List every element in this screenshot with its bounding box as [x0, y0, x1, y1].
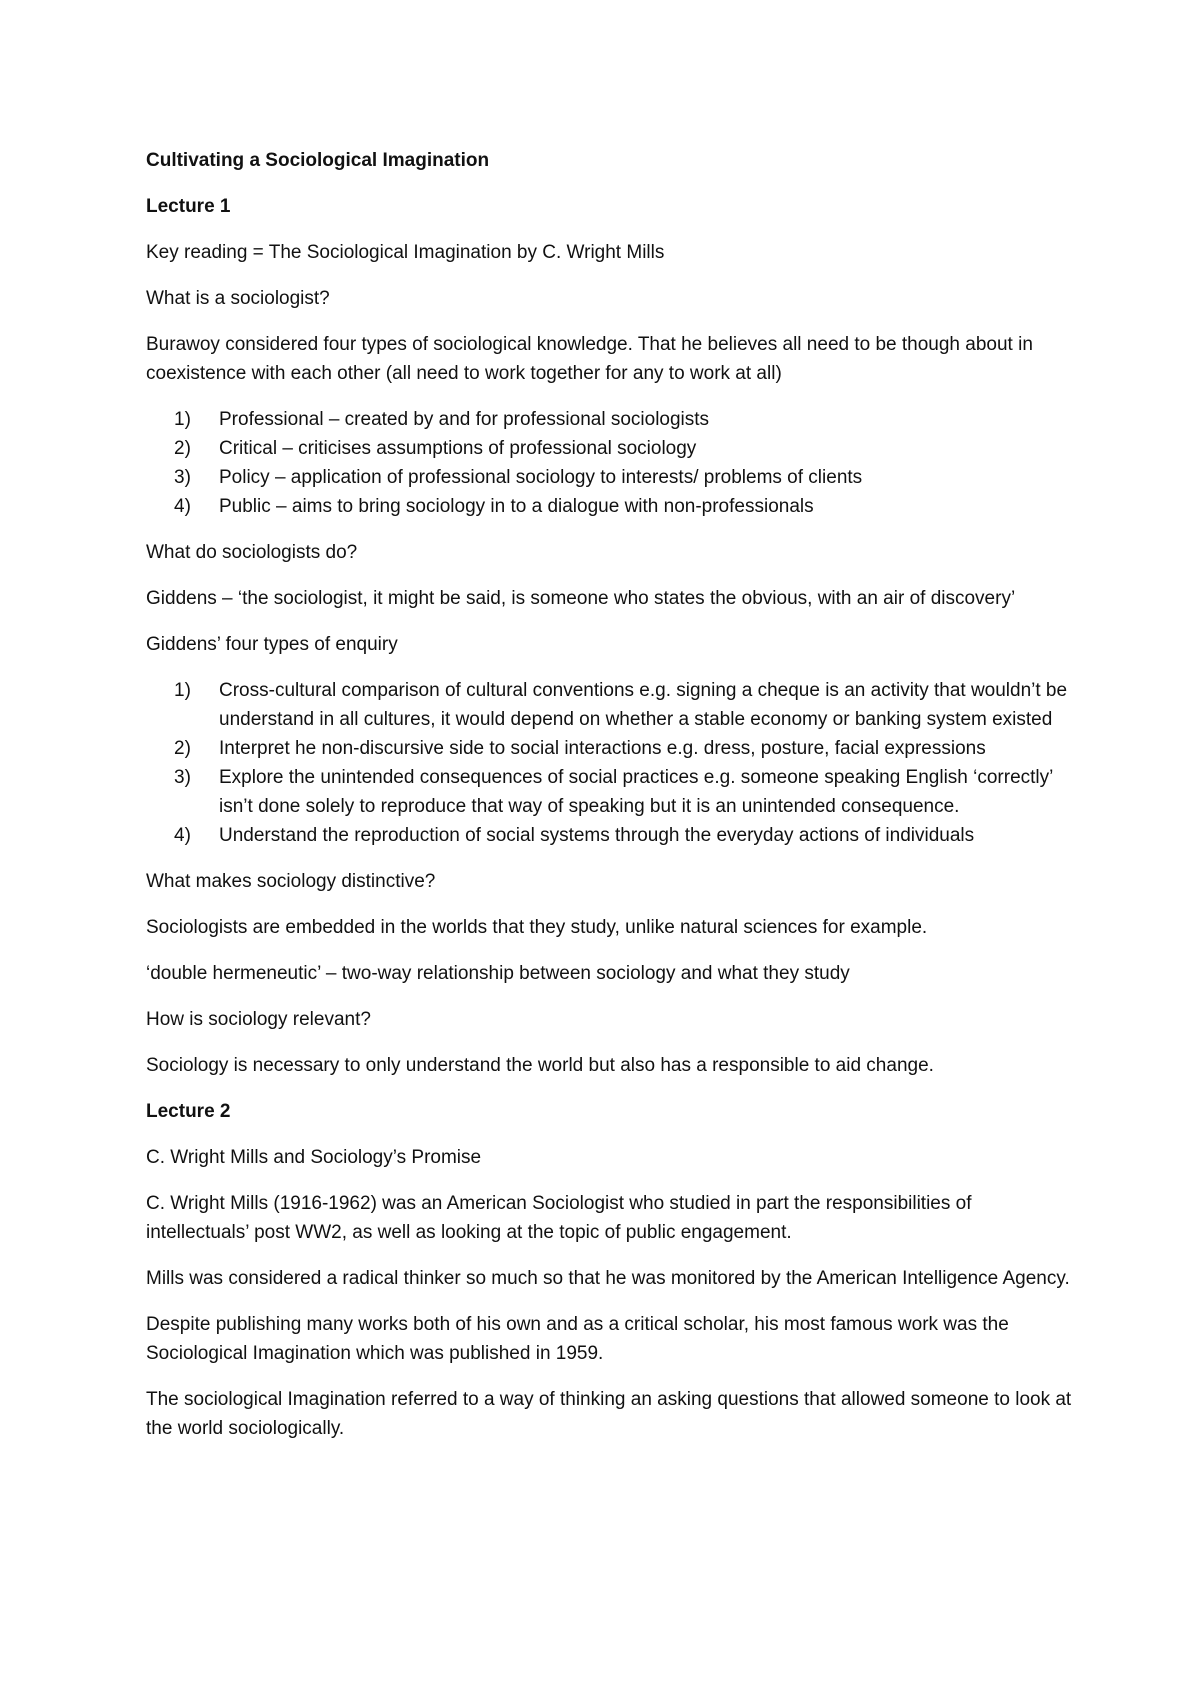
list-item-text: Explore the unintended consequences of social practices e.g. someone speaking English ‘correctly’ isn’t done solely to reproduce that way of speaking but it is an unintended consequence.	[219, 767, 1053, 817]
list-number: 1)	[174, 680, 191, 701]
list-item-text: Policy – application of professional sociology to interests/ problems of clients	[219, 467, 863, 488]
list-number: 4)	[174, 825, 191, 846]
list-item	[146, 763, 1076, 821]
list-item-text: Cross-cultural comparison of cultural conventions e.g. signing a cheque is an activity that wouldn’t be understand in all cultures, it would depend on whether a stable economy or banking system existed	[219, 680, 1068, 730]
giddens-types-list	[146, 676, 1076, 850]
document-page	[146, 146, 1076, 1460]
list-number: 3)	[174, 467, 191, 488]
list-item-text: Understand the reproduction of social systems through the everyday actions of individuals	[219, 825, 975, 846]
question-distinctive: What makes sociology distinctive?	[146, 871, 436, 892]
list-number: 3)	[174, 767, 191, 788]
list-number: 1)	[174, 409, 191, 430]
list-item	[146, 405, 1076, 434]
list-item	[146, 676, 1076, 734]
imagination-paragraph: The sociological Imagination referred to a way of thinking an asking questions that allowed someone to look at the world sociologically.	[146, 1389, 1072, 1439]
burawoy-intro: Burawoy considered four types of sociological knowledge. That he believes all need to be though about in coexistence with each other (all need to work together for any to work at all)	[146, 334, 1033, 384]
mills-publishing-paragraph: Despite publishing many works both of his own and as a critical scholar, his most famous work was the Sociological Imagination which was published in 1959.	[146, 1314, 1009, 1364]
list-item	[146, 463, 1076, 492]
lecture-2-subtitle: C. Wright Mills and Sociology’s Promise	[146, 1147, 482, 1168]
lecture-1-heading: Lecture 1	[146, 196, 231, 217]
list-item-text: Professional – created by and for professional sociologists	[219, 409, 710, 430]
list-item-text: Critical – criticises assumptions of professional sociology	[219, 438, 697, 459]
question-relevant: How is sociology relevant?	[146, 1009, 371, 1030]
giddens-types-heading: Giddens’ four types of enquiry	[146, 634, 398, 655]
document-title: Cultivating a Sociological Imagination	[146, 150, 490, 171]
list-item	[146, 434, 1076, 463]
burawoy-types-list	[146, 405, 1076, 521]
list-item-text: Public – aims to bring sociology in to a dialogue with non-professionals	[219, 496, 814, 517]
question-what-is-sociologist: What is a sociologist?	[146, 288, 330, 309]
list-item-text: Interpret he non-discursive side to social interactions e.g. dress, posture, facial expressions	[219, 738, 986, 759]
list-item	[146, 821, 1076, 850]
list-item	[146, 734, 1076, 763]
list-number: 2)	[174, 438, 191, 459]
giddens-quote: Giddens – ‘the sociologist, it might be said, is someone who states the obvious, with an air of discovery’	[146, 588, 1016, 609]
embedded-paragraph: Sociologists are embedded in the worlds that they study, unlike natural sciences for example.	[146, 917, 928, 938]
list-number: 2)	[174, 738, 191, 759]
question-what-do-sociologists-do: What do sociologists do?	[146, 542, 358, 563]
double-hermeneutic-paragraph: ‘double hermeneutic’ – two-way relationship between sociology and what they study	[146, 963, 850, 984]
mills-bio-paragraph: C. Wright Mills (1916-1962) was an American Sociologist who studied in part the responsibilities of intellectuals’ post WW2, as well as looking at the topic of public engagement.	[146, 1193, 972, 1243]
mills-radical-paragraph: Mills was considered a radical thinker so much so that he was monitored by the American Intelligence Agency.	[146, 1268, 1070, 1289]
key-reading: Key reading = The Sociological Imagination by C. Wright Mills	[146, 242, 665, 263]
lecture-2-heading: Lecture 2	[146, 1101, 231, 1122]
list-number: 4)	[174, 496, 191, 517]
list-item	[146, 492, 1076, 521]
necessary-paragraph: Sociology is necessary to only understand the world but also has a responsible to aid change.	[146, 1055, 934, 1076]
